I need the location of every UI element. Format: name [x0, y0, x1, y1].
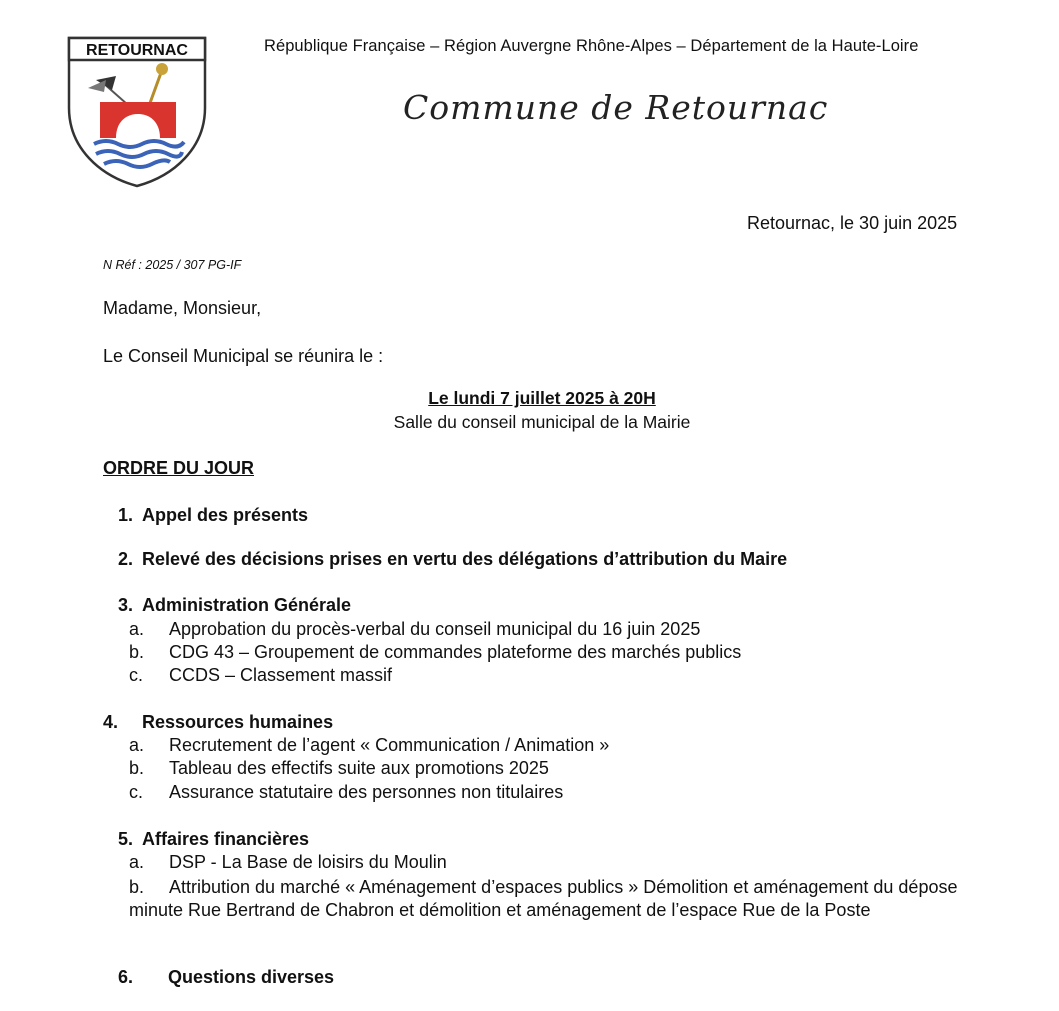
- subitem-text: Attribution du marché « Aménagement d’espaces publics » Démolition et aménagement du dépose minute Rue Bertrand de Chabron et démolition et aménagement de l’espace Rue de la Poste: [129, 877, 958, 920]
- meeting-place: Salle du conseil municipal de la Mairie: [393, 412, 691, 432]
- agenda-item-number: 1.: [118, 505, 134, 525]
- salutation: Madame, Monsieur,: [103, 298, 262, 318]
- subitem-text: Tableau des effectifs suite aux promotions 2025: [169, 758, 549, 778]
- meeting-date: Le lundi 7 juillet 2025 à 20H: [428, 388, 656, 408]
- subitem-letter: b.: [129, 642, 145, 662]
- subitem-text: Approbation du procès-verbal du conseil municipal du 16 juin 2025: [169, 619, 701, 639]
- commune-title: Commune de Retournac: [403, 88, 829, 127]
- agenda-item-title: Questions diverses: [168, 967, 335, 987]
- agenda-item-number: 3.: [118, 595, 134, 615]
- agenda-item-title: Appel des présents: [142, 505, 309, 525]
- subitem-text: Recrutement de l’agent « Communication / Animation »: [169, 735, 610, 755]
- agenda-item-number: 4.: [103, 712, 119, 732]
- subitem-letter: b.: [129, 758, 145, 778]
- logo-text: RETOURNAC: [86, 42, 188, 59]
- subitem-letter: a.: [129, 852, 145, 872]
- letter-date: Retournac, le 30 juin 2025: [747, 213, 958, 233]
- header-republic-line: République Française – Région Auvergne Rhône-Alpes – Département de la Haute-Loire: [264, 37, 919, 55]
- subitem-letter: a.: [129, 735, 145, 755]
- subitem-text: Assurance statutaire des personnes non titulaires: [169, 782, 564, 802]
- subitem-letter: a.: [129, 619, 145, 639]
- subitem-letter: b.: [129, 877, 145, 897]
- intro-sentence: Le Conseil Municipal se réunira le :: [103, 346, 384, 366]
- commune-logo: [66, 36, 208, 188]
- agenda-item-number: 2.: [118, 549, 134, 569]
- agenda-subitem: [129, 876, 999, 922]
- subitem-letter: c.: [129, 782, 144, 802]
- reference-number: N Réf : 2025 / 307 PG-IF: [103, 258, 242, 272]
- agenda-item-number: 5.: [118, 829, 134, 849]
- coat-of-arms-icon: [66, 36, 208, 188]
- subitem-letter: c.: [129, 665, 144, 685]
- subitem-text: CCDS – Classement massif: [169, 665, 393, 685]
- agenda-item-number: 6.: [118, 967, 134, 987]
- agenda-item-title: Relevé des décisions prises en vertu des délégations d’attribution du Maire: [142, 549, 788, 569]
- subitem-text: DSP - La Base de loisirs du Moulin: [169, 852, 447, 872]
- agenda-item-title: Ressources humaines: [142, 712, 334, 732]
- agenda-title: ORDRE DU JOUR: [103, 458, 255, 478]
- subitem-text: CDG 43 – Groupement de commandes plateforme des marchés publics: [169, 642, 742, 662]
- agenda-item-title: Administration Générale: [142, 595, 352, 615]
- agenda-item-title: Affaires financières: [142, 829, 310, 849]
